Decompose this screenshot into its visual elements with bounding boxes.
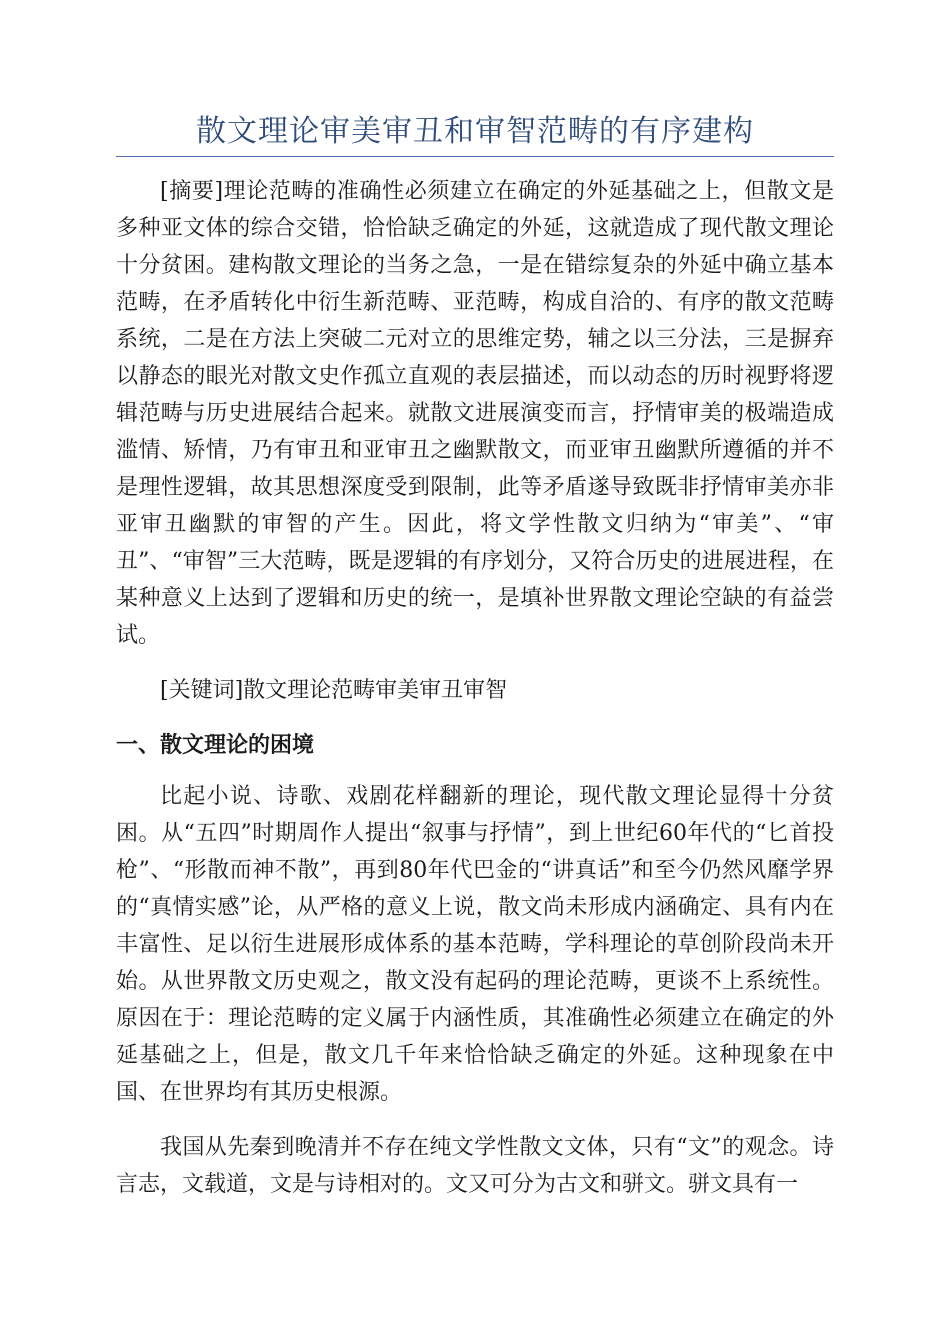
body-paragraph-2: 我国从先秦到晚清并不存在纯文学性散文文体，只有“文”的观念。诗言志，文载道，文是与诗相对的。文又可分为古文和骈文。骈文具有一 <box>116 1135 834 1197</box>
section-heading: 一、散文理论的困境 <box>116 733 315 758</box>
document-page <box>116 112 834 1203</box>
body-paragraph-1: 比起小说、诗歌、戏剧花样翻新的理论，现代散文理论显得十分贫困。从“五四”时期周作人提出“叙事与抒情”，到上世纪60年代的“匕首投枪”、“形散而神不散”，再到80年代巴金的“讲真话”和至今仍然风靡学界的“真情实感”论，从严格的意义上说，散文尚未形成内涵确定、具有内在丰富性、足以衍生进展形成体系的基本范畴，学科理论的草创阶段尚未开始。从世界散文历史观之，散文没有起码的理论范畴，更谈不上系统性。原因在于：理论范畴的定义属于内涵性质，其准确性必须建立在确定的外延基础之上，但是，散文几千年来恰恰缺乏确定的外延。这种现象在中国、在世界均有其历史根源。 <box>116 784 834 1105</box>
document-title: 散文理论审美审丑和审智范畴的有序建构 <box>116 112 834 157</box>
abstract-paragraph: [摘要]理论范畴的准确性必须建立在确定的外延基础之上，但散文是多种亚文体的综合交错，恰恰缺乏确定的外延，这就造成了现代散文理论十分贫困。建构散文理论的当务之急，一是在错综复杂的外延中确立基本范畴，在矛盾转化中衍生新范畴、亚范畴，构成自洽的、有序的散文范畴系统，二是在方法上突破二元对立的思维定势，辅之以三分法，三是摒弃以静态的眼光对散文史作孤立直观的表层描述，而以动态的历时视野将逻辑范畴与历史进展结合起来。就散文进展演变而言，抒情审美的极端造成滥情、矫情，乃有审丑和亚审丑之幽默散文，而亚审丑幽默所遵循的并不是理性逻辑，故其思想深度受到限制，此等矛盾遂导致既非抒情审美亦非亚审丑幽默的审智的产生。因此，将文学性散文归纳为“审美”、“审丑”、“审智”三大范畴，既是逻辑的有序划分，又符合历史的进展进程，在某种意义上达到了逻辑和历史的统一，是填补世界散文理论空缺的有益尝试。 <box>116 179 834 648</box>
keywords-paragraph: [关键词]散文理论范畴审美审丑审智 <box>160 678 508 703</box>
